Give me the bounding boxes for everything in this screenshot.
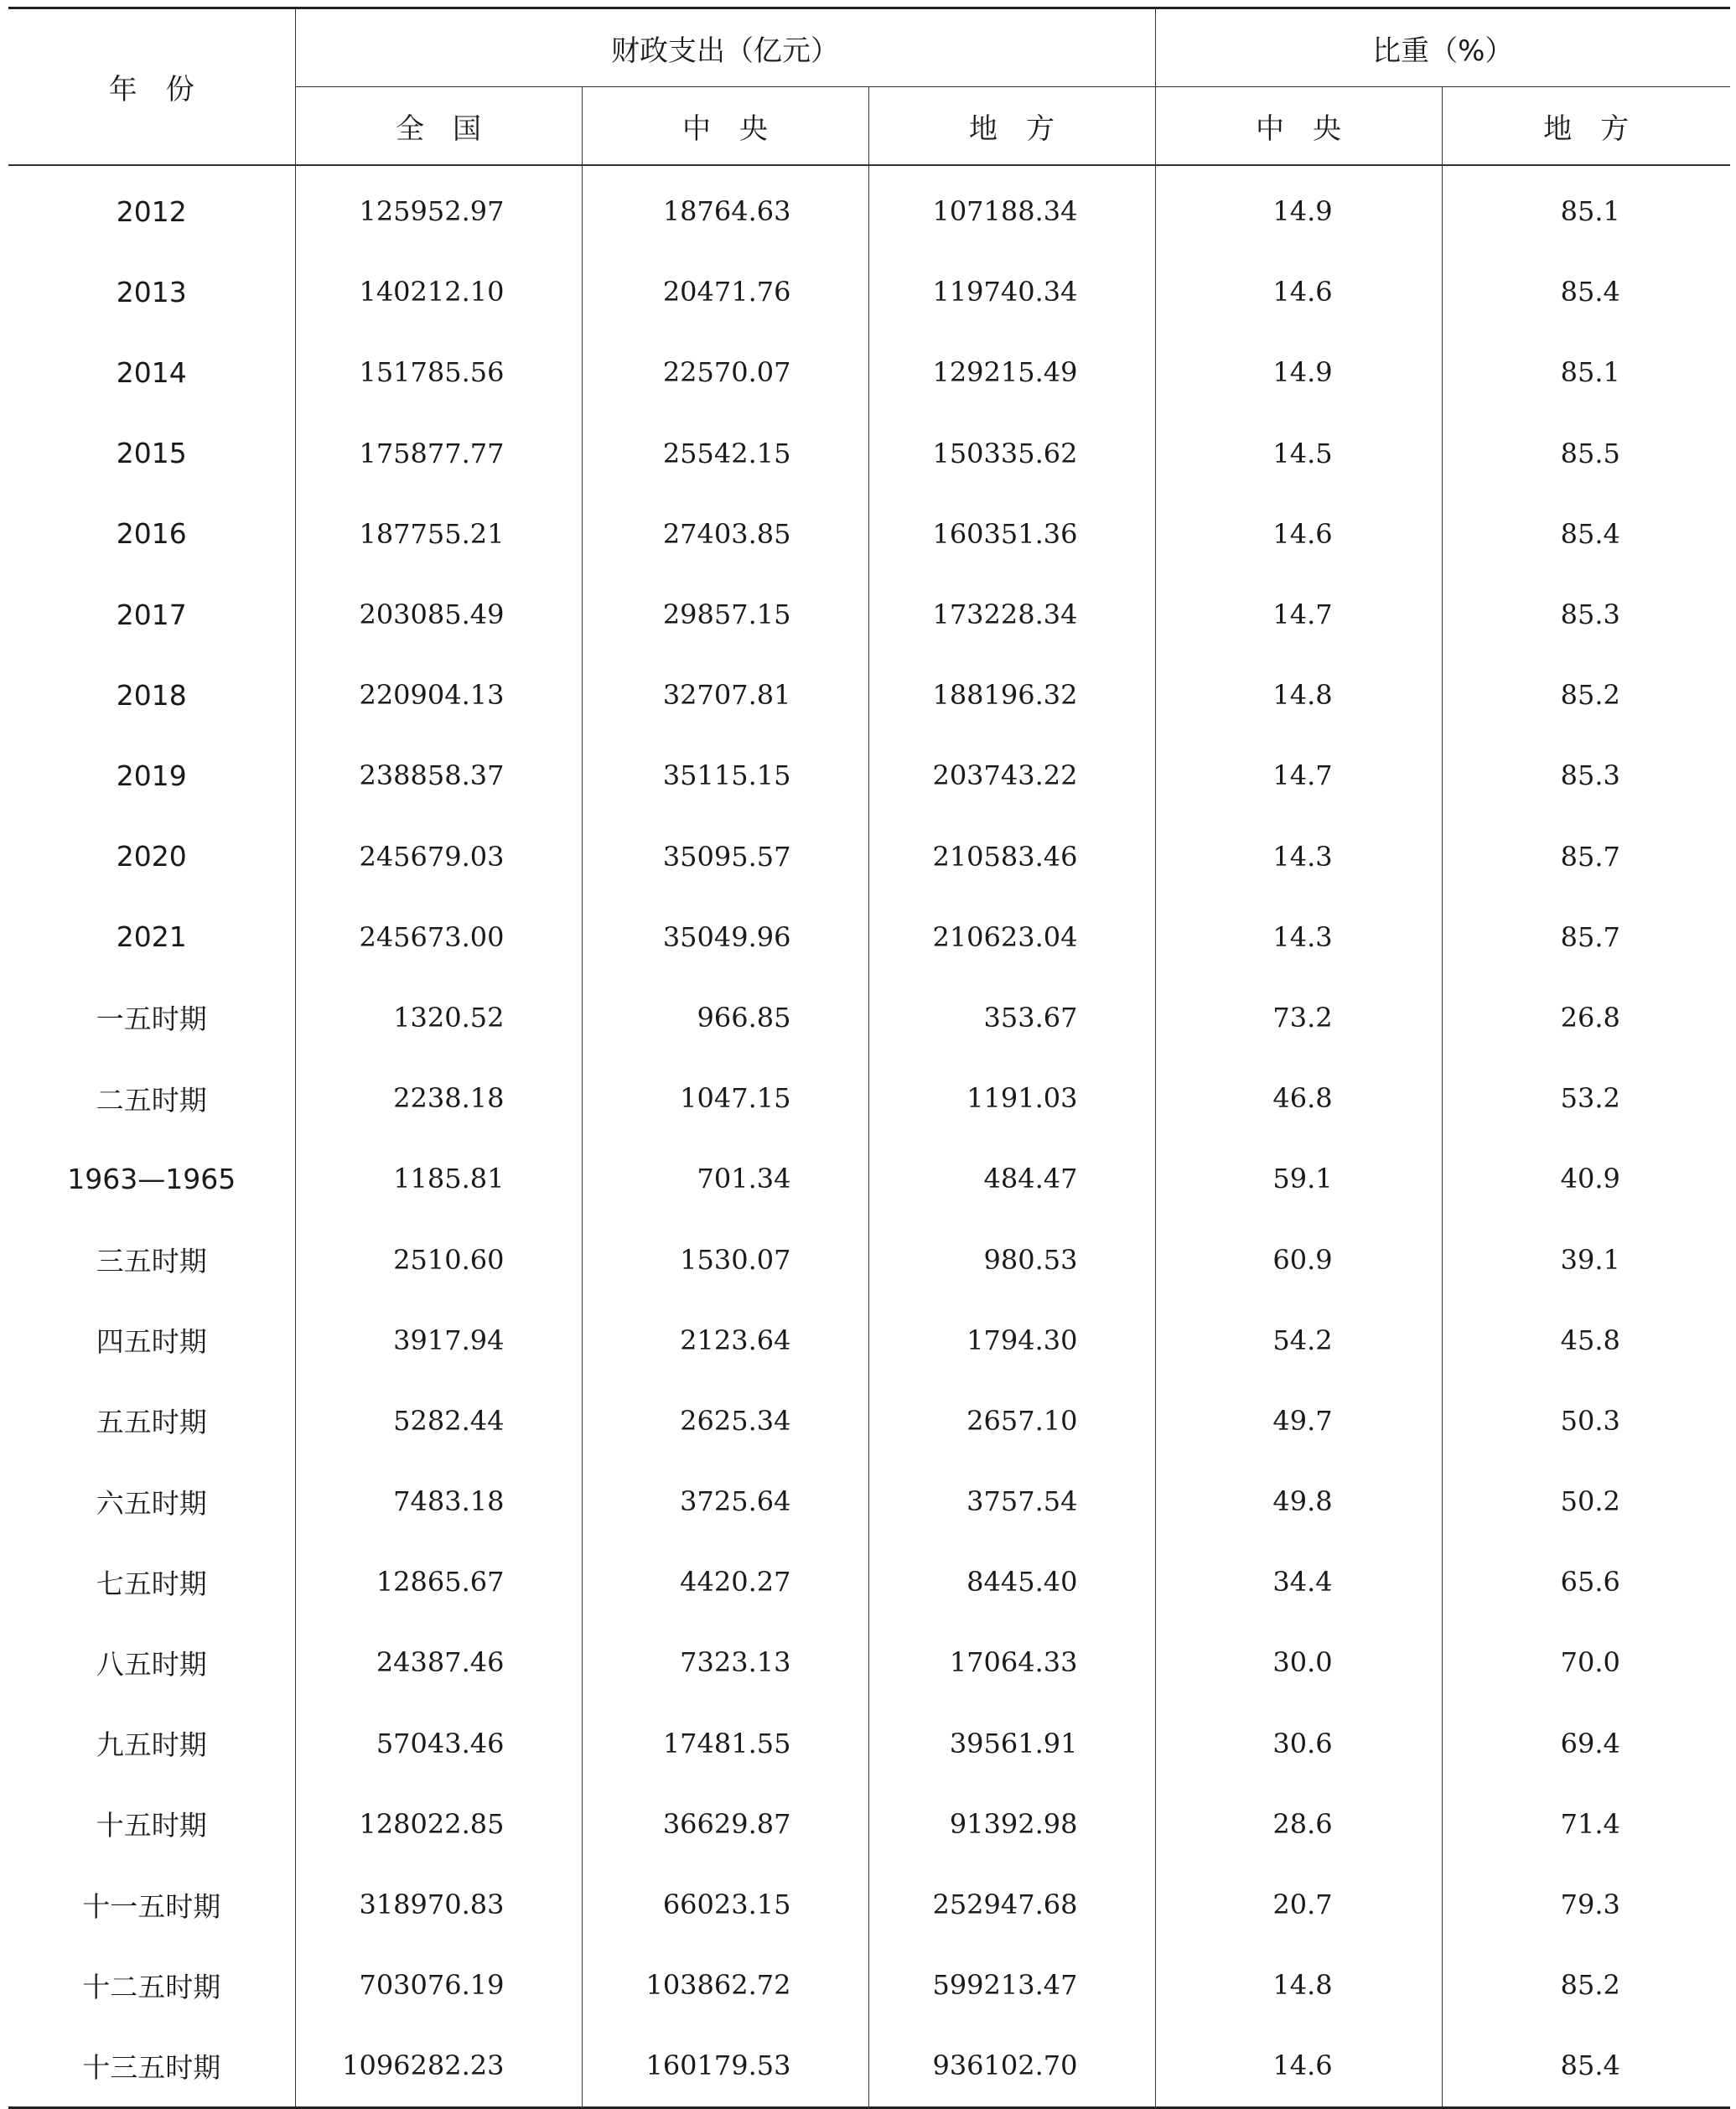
- cell-local: 91392.98: [868, 1784, 1155, 1864]
- table-row: [8, 816, 1730, 897]
- cell-local: 2657.10: [868, 1381, 1155, 1461]
- cell-year: 六五时期: [96, 1486, 207, 1520]
- cell-local: 599213.47: [868, 1945, 1155, 2025]
- cell-central: 32707.81: [582, 655, 868, 735]
- cell-central: 35095.57: [582, 816, 868, 897]
- cell-central: 4420.27: [582, 1542, 868, 1622]
- cell-national: 187755.21: [295, 494, 582, 574]
- cell-local: 936102.70: [868, 2025, 1155, 2107]
- cell-central: 29857.15: [582, 574, 868, 655]
- cell-central: 1530.07: [582, 1219, 868, 1299]
- cell-year: 八五时期: [96, 1647, 207, 1681]
- cell-central: 1047.15: [582, 1058, 868, 1138]
- header-row-top: [8, 8, 1730, 87]
- table-row: [8, 1784, 1730, 1864]
- table-header: [8, 8, 1730, 166]
- table-row: [8, 1138, 1730, 1219]
- cell-share-local: 85.4: [1442, 494, 1730, 574]
- cell-year: 2013: [116, 275, 187, 308]
- cell-year: 2014: [116, 355, 187, 389]
- cell-year: 十一五时期: [82, 1889, 221, 1923]
- cell-national: 57043.46: [295, 1703, 582, 1784]
- cell-share-central: 30.0: [1155, 1622, 1442, 1702]
- cell-national: 245673.00: [295, 897, 582, 977]
- cell-national: 203085.49: [295, 574, 582, 655]
- table-row: [8, 735, 1730, 816]
- table-row: [8, 1622, 1730, 1702]
- cell-share-local: 85.7: [1442, 897, 1730, 977]
- cell-central: 7323.13: [582, 1622, 868, 1702]
- cell-national: 125952.97: [295, 165, 582, 251]
- cell-share-central: 59.1: [1155, 1138, 1442, 1219]
- cell-year: 五五时期: [96, 1406, 207, 1439]
- cell-year: 十二五时期: [82, 1970, 221, 2003]
- table-container: [8, 7, 1730, 2109]
- cell-national: 245679.03: [295, 816, 582, 897]
- cell-local: 8445.40: [868, 1542, 1155, 1622]
- cell-share-central: 73.2: [1155, 977, 1442, 1058]
- cell-share-local: 79.3: [1442, 1864, 1730, 1945]
- cell-share-local: 85.1: [1442, 165, 1730, 251]
- cell-share-central: 14.7: [1155, 735, 1442, 816]
- table-body: [8, 165, 1730, 2107]
- cell-local: 173228.34: [868, 574, 1155, 655]
- table-row: [8, 413, 1730, 494]
- table-row: [8, 1945, 1730, 2025]
- cell-central: 20471.76: [582, 251, 868, 332]
- cell-national: 3917.94: [295, 1300, 582, 1381]
- cell-national: 175877.77: [295, 413, 582, 494]
- cell-share-local: 85.2: [1442, 655, 1730, 735]
- cell-share-local: 69.4: [1442, 1703, 1730, 1784]
- header-local: 地 方: [868, 87, 1155, 166]
- cell-central: 27403.85: [582, 494, 868, 574]
- header-share-central: 中 央: [1155, 87, 1442, 166]
- cell-local: 1794.30: [868, 1300, 1155, 1381]
- cell-year: 四五时期: [96, 1325, 207, 1359]
- cell-local: 119740.34: [868, 251, 1155, 332]
- cell-share-local: 71.4: [1442, 1784, 1730, 1864]
- cell-local: 160351.36: [868, 494, 1155, 574]
- cell-share-central: 60.9: [1155, 1219, 1442, 1299]
- cell-share-central: 14.6: [1155, 251, 1442, 332]
- table-row: [8, 332, 1730, 412]
- cell-share-central: 14.7: [1155, 574, 1442, 655]
- table-row: [8, 1219, 1730, 1299]
- header-national: 全 国: [295, 87, 582, 166]
- cell-share-central: 14.3: [1155, 816, 1442, 897]
- cell-national: 140212.10: [295, 251, 582, 332]
- cell-year: 十三五时期: [8, 2025, 295, 2107]
- cell-local: 1191.03: [868, 1058, 1155, 1138]
- cell-central: 160179.53: [582, 2025, 868, 2107]
- cell-share-central: 20.7: [1155, 1864, 1442, 1945]
- cell-share-central: 14.9: [1155, 165, 1442, 251]
- cell-year: 2021: [116, 920, 187, 954]
- cell-national: 238858.37: [295, 735, 582, 816]
- cell-national: 703076.19: [295, 1945, 582, 2025]
- cell-local: 210583.46: [868, 816, 1155, 897]
- cell-share-local: 85.4: [1442, 2025, 1730, 2107]
- cell-share-local: 85.2: [1442, 1945, 1730, 2025]
- cell-share-central: 28.6: [1155, 1784, 1442, 1864]
- cell-local: 980.53: [868, 1219, 1155, 1299]
- cell-local: 252947.68: [868, 1864, 1155, 1945]
- cell-central: 22570.07: [582, 332, 868, 412]
- cell-national: 318970.83: [295, 1864, 582, 1945]
- cell-central: 35115.15: [582, 735, 868, 816]
- cell-local: 203743.22: [868, 735, 1155, 816]
- cell-local: 484.47: [868, 1138, 1155, 1219]
- cell-central: 966.85: [582, 977, 868, 1058]
- header-year: 年 份: [8, 8, 295, 166]
- cell-share-local: 39.1: [1442, 1219, 1730, 1299]
- cell-share-local: 85.3: [1442, 735, 1730, 816]
- table-row: [8, 1381, 1730, 1461]
- cell-local: 150335.62: [868, 413, 1155, 494]
- cell-central: 2123.64: [582, 1300, 868, 1381]
- cell-year: 2017: [116, 598, 187, 631]
- cell-national: 12865.67: [295, 1542, 582, 1622]
- cell-share-central: 14.8: [1155, 655, 1442, 735]
- cell-share-local: 50.3: [1442, 1381, 1730, 1461]
- cell-share-central: 30.6: [1155, 1703, 1442, 1784]
- header-share-local: 地 方: [1442, 87, 1730, 166]
- cell-share-local: 53.2: [1442, 1058, 1730, 1138]
- cell-share-central: 54.2: [1155, 1300, 1442, 1381]
- cell-local: 17064.33: [868, 1622, 1155, 1702]
- table-row: [8, 1461, 1730, 1542]
- header-expenditure-group: 财政支出（亿元）: [295, 8, 1155, 87]
- cell-share-local: 65.6: [1442, 1542, 1730, 1622]
- cell-share-local: 45.8: [1442, 1300, 1730, 1381]
- cell-year: 九五时期: [96, 1728, 207, 1762]
- cell-share-local: 85.3: [1442, 574, 1730, 655]
- table-row: [8, 574, 1730, 655]
- cell-year: 2018: [116, 678, 187, 712]
- cell-year: 三五时期: [96, 1245, 207, 1278]
- cell-national: 2238.18: [295, 1058, 582, 1138]
- cell-local: 39561.91: [868, 1703, 1155, 1784]
- cell-share-local: 85.5: [1442, 413, 1730, 494]
- cell-national: 2510.60: [295, 1219, 582, 1299]
- table-row: [8, 897, 1730, 977]
- cell-central: 17481.55: [582, 1703, 868, 1784]
- cell-year: 2020: [116, 840, 187, 873]
- table-row: [8, 165, 1730, 251]
- cell-year: 1963—1965: [67, 1162, 236, 1195]
- cell-central: 18764.63: [582, 165, 868, 251]
- cell-central: 66023.15: [582, 1864, 868, 1945]
- cell-central: 103862.72: [582, 1945, 868, 2025]
- table-row: [8, 655, 1730, 735]
- cell-year: 十五时期: [96, 1809, 207, 1842]
- cell-central: 701.34: [582, 1138, 868, 1219]
- cell-national: 5282.44: [295, 1381, 582, 1461]
- cell-central: 2625.34: [582, 1381, 868, 1461]
- cell-year: 一五时期: [96, 1003, 207, 1036]
- cell-central: 36629.87: [582, 1784, 868, 1864]
- table-row: [8, 1864, 1730, 1945]
- cell-share-central: 49.7: [1155, 1381, 1442, 1461]
- cell-central: 3725.64: [582, 1461, 868, 1542]
- header-central: 中 央: [582, 87, 868, 166]
- cell-share-central: 14.8: [1155, 1945, 1442, 2025]
- cell-national: 1320.52: [295, 977, 582, 1058]
- cell-local: 353.67: [868, 977, 1155, 1058]
- cell-national: 220904.13: [295, 655, 582, 735]
- cell-year: 2015: [116, 437, 187, 470]
- cell-national: 1185.81: [295, 1138, 582, 1219]
- cell-share-local: 50.2: [1442, 1461, 1730, 1542]
- cell-share-central: 49.8: [1155, 1461, 1442, 1542]
- cell-year: 七五时期: [96, 1567, 207, 1600]
- cell-national: 128022.85: [295, 1784, 582, 1864]
- cell-share-local: 26.8: [1442, 977, 1730, 1058]
- cell-year: 2012: [116, 194, 187, 228]
- cell-share-local: 40.9: [1442, 1138, 1730, 1219]
- table-row: [8, 494, 1730, 574]
- table-row: [8, 1300, 1730, 1381]
- cell-national: 151785.56: [295, 332, 582, 412]
- table-row: [8, 1542, 1730, 1622]
- cell-share-central: 14.9: [1155, 332, 1442, 412]
- cell-share-local: 85.7: [1442, 816, 1730, 897]
- cell-share-central: 46.8: [1155, 1058, 1442, 1138]
- cell-share-central: 14.6: [1155, 2025, 1442, 2107]
- cell-national: 7483.18: [295, 1461, 582, 1542]
- table-row: [8, 251, 1730, 332]
- cell-central: 35049.96: [582, 897, 868, 977]
- cell-local: 129215.49: [868, 332, 1155, 412]
- fiscal-expenditure-table: [8, 7, 1730, 2109]
- cell-year: 二五时期: [96, 1083, 207, 1117]
- cell-share-local: 85.4: [1442, 251, 1730, 332]
- cell-year: 2016: [116, 517, 187, 551]
- cell-share-central: 34.4: [1155, 1542, 1442, 1622]
- cell-local: 107188.34: [868, 165, 1155, 251]
- cell-share-central: 14.3: [1155, 897, 1442, 977]
- cell-share-local: 70.0: [1442, 1622, 1730, 1702]
- table-row: [8, 977, 1730, 1058]
- table-row: [8, 1058, 1730, 1138]
- cell-share-local: 85.1: [1442, 332, 1730, 412]
- header-share-group: 比重（%）: [1155, 8, 1730, 87]
- cell-share-central: 14.6: [1155, 494, 1442, 574]
- cell-local: 188196.32: [868, 655, 1155, 735]
- cell-year: 2019: [116, 759, 187, 792]
- cell-national: 1096282.23: [295, 2025, 582, 2107]
- cell-share-central: 14.5: [1155, 413, 1442, 494]
- cell-local: 210623.04: [868, 897, 1155, 977]
- cell-national: 24387.46: [295, 1622, 582, 1702]
- cell-central: 25542.15: [582, 413, 868, 494]
- cell-local: 3757.54: [868, 1461, 1155, 1542]
- table-row: [8, 1703, 1730, 1784]
- table-row: [8, 2025, 1730, 2107]
